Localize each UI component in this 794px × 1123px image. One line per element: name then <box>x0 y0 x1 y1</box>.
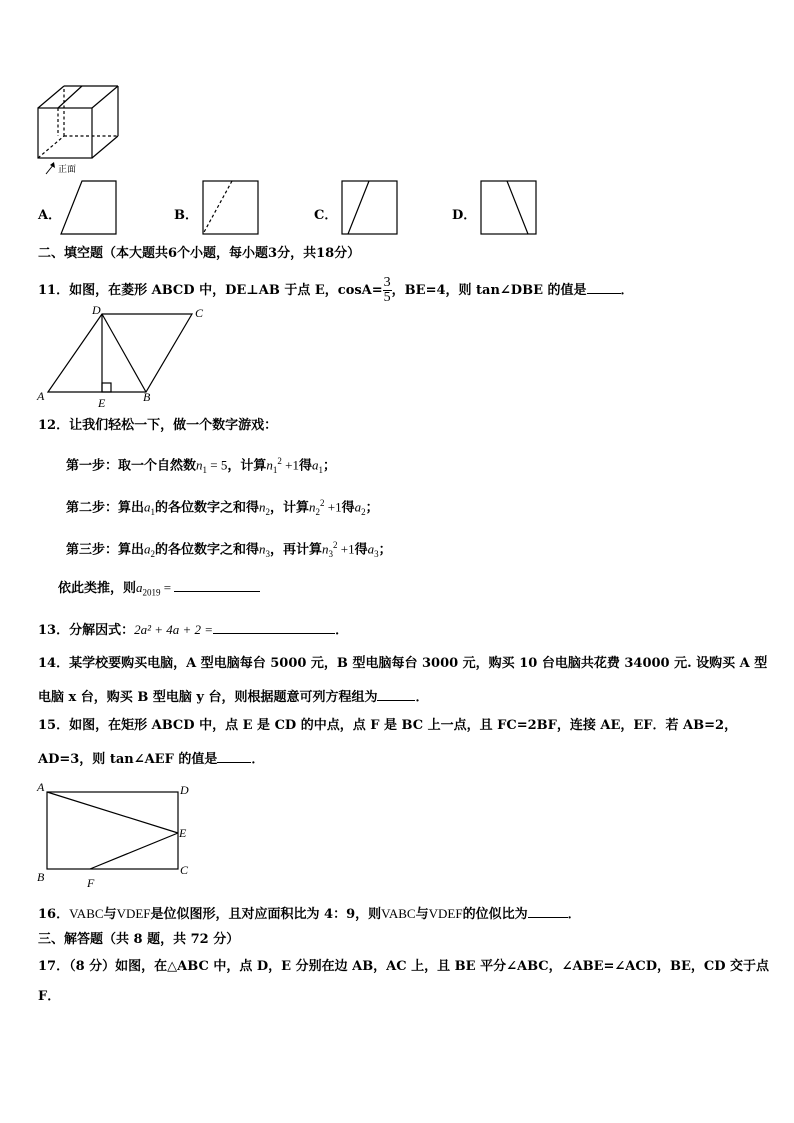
label-a: A <box>37 389 45 403</box>
question-14-line2: 电脑 x 台，购买 B 型电脑 y 台，则根据题意可列方程组为 ． <box>38 690 429 705</box>
question-16: 16．VABC与VDEF是位似图形，且对应面积比为 4：9，则VABC与VDEF的位似比为 ． <box>38 906 581 922</box>
question-12-step1: 第一步：取一个自然数$n_1 = 5$，计算$n_1^2 +1$得$a_1$； <box>66 456 336 475</box>
option-d-label: D． <box>452 208 477 223</box>
question-12-step3: 第三步：算出$a_2$的各位数字之和得$n_3$，再计算$n_3^2 +1$得$a_3$； <box>66 540 392 559</box>
question-17-line2: F． <box>38 989 61 1004</box>
label-d: D <box>180 783 189 797</box>
label-e: E <box>179 826 187 840</box>
label-c: C <box>195 306 204 320</box>
front-label: 正面 <box>58 165 77 175</box>
cube-figure <box>34 84 134 178</box>
label-d: D <box>92 303 101 317</box>
question-11: 11．如图，在菱形 ABCD 中，DE⊥AB 于点 E，cosA= $\frac{3}{5}$ ，BE=4，则 tan∠DBE 的值是 ． <box>38 275 634 305</box>
answer-blank-15[interactable] <box>217 750 251 763</box>
label-c: C <box>180 863 189 877</box>
answer-blank-12[interactable] <box>174 579 260 592</box>
rhombus-figure <box>34 302 206 410</box>
option-b-label: B． <box>174 208 198 223</box>
option-b-figure <box>202 180 260 236</box>
answer-blank-16[interactable] <box>528 905 568 918</box>
rectangle-figure <box>34 778 196 890</box>
fraction-3-5: $\frac{3}{5}$ <box>383 275 391 305</box>
question-14-line1: 14．某学校要购买电脑，A 型电脑每台 5000 元，B 型电脑每台 3000 元，购买 10 台电脑共花费 34000 元. 设购买 A 型 <box>38 656 768 671</box>
question-12-intro: 12．让我们轻松一下，做一个数字游戏： <box>38 418 278 433</box>
label-b: B <box>143 390 151 404</box>
factor-expression: 2a² + 4a + 2 = <box>134 622 214 637</box>
label-f: F <box>87 876 95 890</box>
label-b: B <box>37 870 45 884</box>
answer-blank-14[interactable] <box>377 688 415 701</box>
question-15-line1: 15．如图，在矩形 ABCD 中，点 E 是 CD 的中点，点 F 是 BC 上一点，且 FC=2BF，连接 AE，EF．若 AB=2， <box>38 718 738 733</box>
section2-heading: 二、填空题（本大题共6个小题，每小题3分，共18分） <box>38 246 361 261</box>
section3-heading: 三、解答题（共 8 题，共 72 分） <box>38 932 240 947</box>
answer-blank-11[interactable] <box>587 281 621 294</box>
question-12-conclusion: 依此类推，则$a_{2019}$ = <box>58 579 260 601</box>
answer-blank-13[interactable] <box>213 621 335 634</box>
question-13: 13．分解因式：2a² + 4a + 2 = ． <box>38 622 349 638</box>
option-d-figure <box>480 180 538 236</box>
option-a-figure <box>60 180 120 236</box>
question-12-step2: 第二步：算出$a_1$的各位数字之和得$n_2$，计算$n_2^2 +1$得$a_2$； <box>66 498 379 517</box>
question-15-line2: AD=3，则 tan∠AEF 的值是 ． <box>38 752 265 767</box>
option-c-figure <box>341 180 399 236</box>
label-a: A <box>37 780 45 794</box>
question-17-line1: 17．（8 分）如图，在△ABC 中，点 D，E 分别在边 AB，AC 上，且 BE 平分∠ABC，∠ABE=∠ACD，BE，CD 交于点 <box>38 959 770 974</box>
option-a-label: A． <box>38 208 62 223</box>
option-c-label: C． <box>314 208 338 223</box>
label-e: E <box>98 396 106 410</box>
